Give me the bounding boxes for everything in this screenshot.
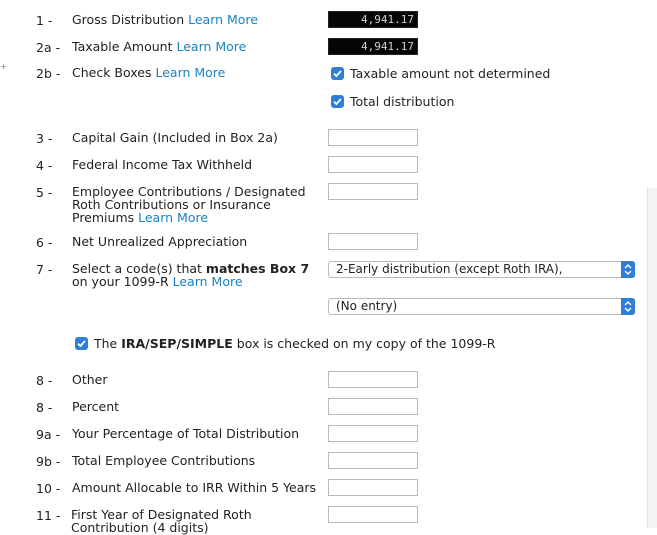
field-label: Federal Income Tax Withheld bbox=[72, 157, 253, 172]
taxable-not-determined-checkbox[interactable] bbox=[331, 67, 344, 80]
field-label: Amount Allocable to IRR Within 5 Years bbox=[72, 480, 317, 495]
field-label: Your Percentage of Total Distribution bbox=[72, 426, 300, 441]
checkmark-icon bbox=[332, 96, 343, 107]
box-number: 9a - bbox=[36, 427, 61, 442]
field-label: Employee Contributions / Designated Roth Contributions or Insurance Premiums Learn More bbox=[72, 184, 306, 225]
field-label: Net Unrealized Appreciation bbox=[72, 234, 248, 249]
scrollbar[interactable] bbox=[647, 188, 657, 528]
capital-gain-input[interactable] bbox=[328, 129, 418, 146]
box-number: 4 - bbox=[36, 158, 53, 173]
ira-sep-simple-checkbox[interactable] bbox=[75, 337, 88, 350]
percentage-total-input[interactable] bbox=[328, 425, 418, 442]
checkbox-label: Taxable amount not determined bbox=[350, 66, 551, 81]
field-label: Capital Gain (Included in Box 2a) bbox=[72, 130, 278, 145]
checkmark-icon bbox=[332, 68, 343, 79]
box-number: 10 - bbox=[36, 481, 61, 496]
select-arrows-icon bbox=[621, 298, 635, 315]
learn-more-link[interactable]: Learn More bbox=[188, 12, 259, 27]
federal-withheld-input[interactable] bbox=[328, 156, 418, 173]
first-year-roth-input[interactable] bbox=[328, 506, 418, 523]
box-number: 6 - bbox=[36, 235, 53, 250]
employee-contributions-input[interactable] bbox=[328, 183, 418, 200]
distribution-code-select-2[interactable] bbox=[328, 298, 635, 315]
field-label: Select a code(s) that matches Box 7 on your 1099-R Learn More bbox=[72, 261, 310, 289]
taxable-amount-input[interactable]: 4,941.17 bbox=[328, 38, 418, 55]
field-label: Percent bbox=[72, 399, 120, 414]
distribution-code-select[interactable] bbox=[328, 261, 635, 278]
checkbox-label: Total distribution bbox=[350, 94, 455, 109]
box-number: 2a - bbox=[36, 40, 61, 55]
learn-more-link[interactable]: Learn More bbox=[172, 274, 243, 289]
box-number: 8 - bbox=[36, 373, 53, 388]
net-unrealized-input[interactable] bbox=[328, 233, 418, 250]
field-label: Check Boxes Learn More bbox=[72, 65, 226, 80]
learn-more-link[interactable]: Learn More bbox=[138, 210, 209, 225]
select-arrows-icon bbox=[621, 261, 635, 278]
total-employee-contrib-input[interactable] bbox=[328, 452, 418, 469]
box-number: 2b - bbox=[36, 66, 61, 81]
field-label: Gross Distribution Learn More bbox=[72, 12, 259, 27]
selected-value: 2-Early distribution (except Roth IRA), bbox=[336, 262, 563, 276]
field-label: First Year of Designated Roth Contribution (4 digits) bbox=[71, 507, 252, 535]
checkmark-icon bbox=[76, 338, 87, 349]
field-label: Total Employee Contributions bbox=[72, 453, 256, 468]
checkbox-label: The IRA/SEP/SIMPLE box is checked on my copy of the 1099-R bbox=[94, 336, 496, 351]
total-distribution-checkbox[interactable] bbox=[331, 95, 344, 108]
box-number: 7 - bbox=[36, 262, 53, 277]
learn-more-link[interactable]: Learn More bbox=[176, 39, 247, 54]
edge-mark: + bbox=[0, 62, 7, 71]
other-input[interactable] bbox=[328, 371, 418, 388]
box-number: 5 - bbox=[36, 185, 53, 200]
gross-distribution-input[interactable]: 4,941.17 bbox=[328, 11, 418, 28]
box-number: 9b - bbox=[36, 454, 61, 469]
box-number: 11 - bbox=[36, 508, 61, 523]
amount-allocable-irr-input[interactable] bbox=[328, 479, 418, 496]
field-label: Other bbox=[72, 372, 108, 387]
box-number: 1 - bbox=[36, 13, 53, 28]
field-label: Taxable Amount Learn More bbox=[72, 39, 247, 54]
learn-more-link[interactable]: Learn More bbox=[155, 65, 226, 80]
box-number: 8 - bbox=[36, 400, 53, 415]
percent-input[interactable] bbox=[328, 398, 418, 415]
box-number: 3 - bbox=[36, 131, 53, 146]
selected-value: (No entry) bbox=[336, 299, 398, 313]
